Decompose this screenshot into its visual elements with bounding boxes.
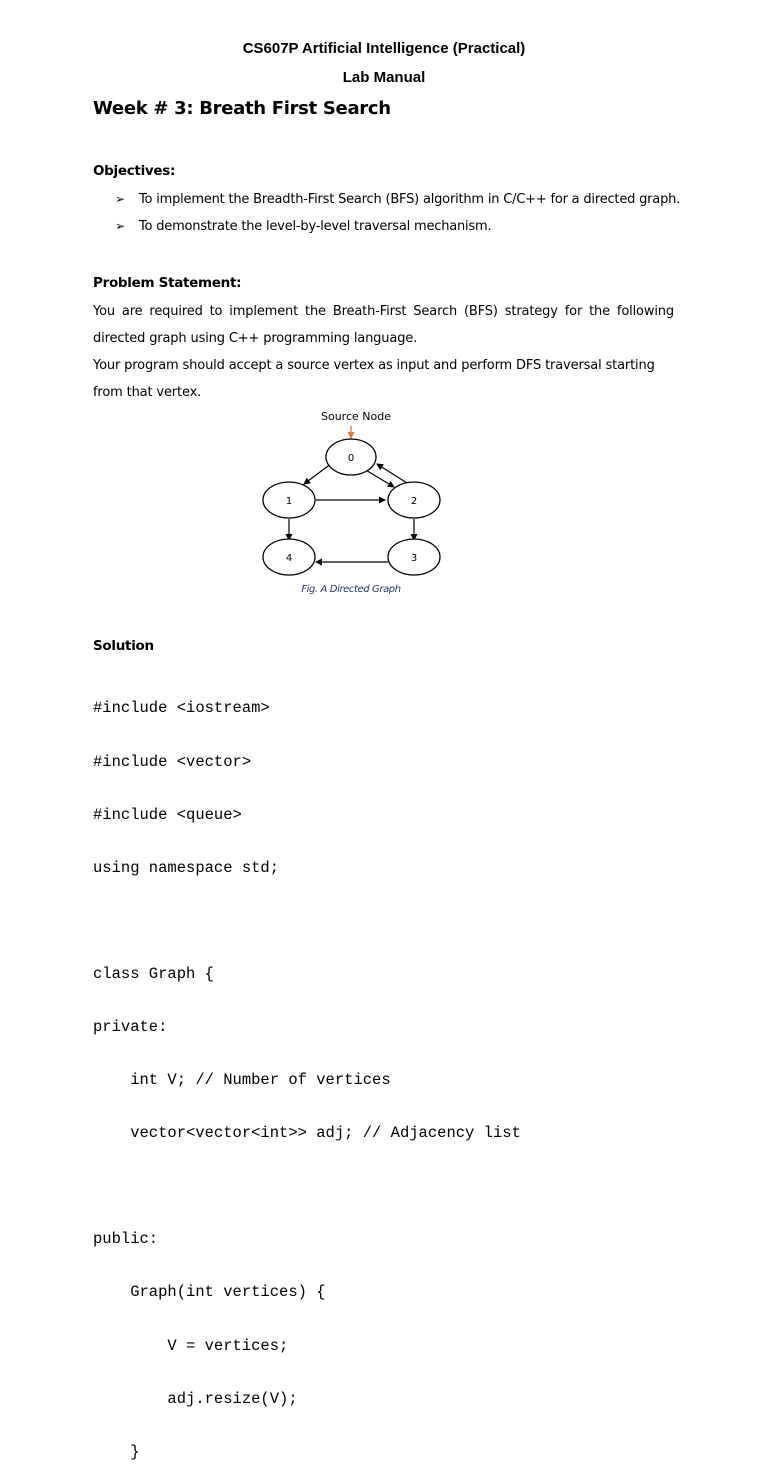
graph-node-0 [326,439,376,475]
svg-text:0: 0 [347,453,355,464]
graph-node-1 [263,482,315,518]
code-line: public: [93,1230,159,1249]
edge-0-1 [304,463,332,484]
code-line: #include <vector> [93,752,252,771]
svg-text:1: 1 [285,496,293,507]
objectives-heading: Objectives: [93,163,176,179]
graph-node-3 [388,539,440,575]
code-line: private: [93,1017,168,1036]
code-line: } [93,1442,140,1461]
problem-statement-heading: Problem Statement: [93,275,242,291]
solution-heading: Solution [93,638,154,654]
svg-text:2: 2 [410,496,418,507]
problem-paragraph-2: Your program should accept a source vertex as input and perform DFS traversal starting from that vertex. [93,358,655,400]
code-line: Graph(int vertices) { [93,1283,326,1302]
svg-text:4: 4 [285,553,293,564]
directed-graph-figure [250,405,460,600]
graph-node-2 [388,482,440,518]
source-node-label: Source Node [321,410,391,423]
code-line: #include <queue> [93,805,242,824]
course-title: CS607P Artificial Intelligence (Practical) [242,40,526,57]
code-line: V = vertices; [93,1336,289,1355]
manual-title: Lab Manual [342,69,426,86]
code-line: int V; // Number of vertices [93,1071,391,1090]
code-line: #include <iostream> [93,699,270,718]
code-line: using namespace std; [93,858,280,877]
svg-text:3: 3 [410,553,418,564]
problem-paragraph-1: You are required to implement the Breath-First Search (BFS) strategy for the following directed graph using C++ programming language. [93,304,674,346]
arrow-bullet-icon: ➢ [115,219,125,233]
arrow-bullet-icon: ➢ [115,192,125,206]
objective-item [115,219,491,234]
code-line: class Graph { [93,964,214,983]
code-line: adj.resize(V); [93,1389,298,1408]
week-title: Week # 3: Breath First Search [93,98,391,119]
code-block [93,665,521,1479]
code-line: vector<vector<int>> adj; // Adjacency list [93,1124,521,1143]
objective-text: To implement the Breadth-First Search (BFS) algorithm in C/C++ for a directed graph. [139,192,681,207]
code-line [93,913,521,931]
objective-item [115,192,680,207]
code-line [93,1178,521,1196]
objective-text: To demonstrate the level-by-level traversal mechanism. [139,219,492,234]
graph-node-4 [263,539,315,575]
figure-caption: Fig. A Directed Graph [301,584,401,595]
